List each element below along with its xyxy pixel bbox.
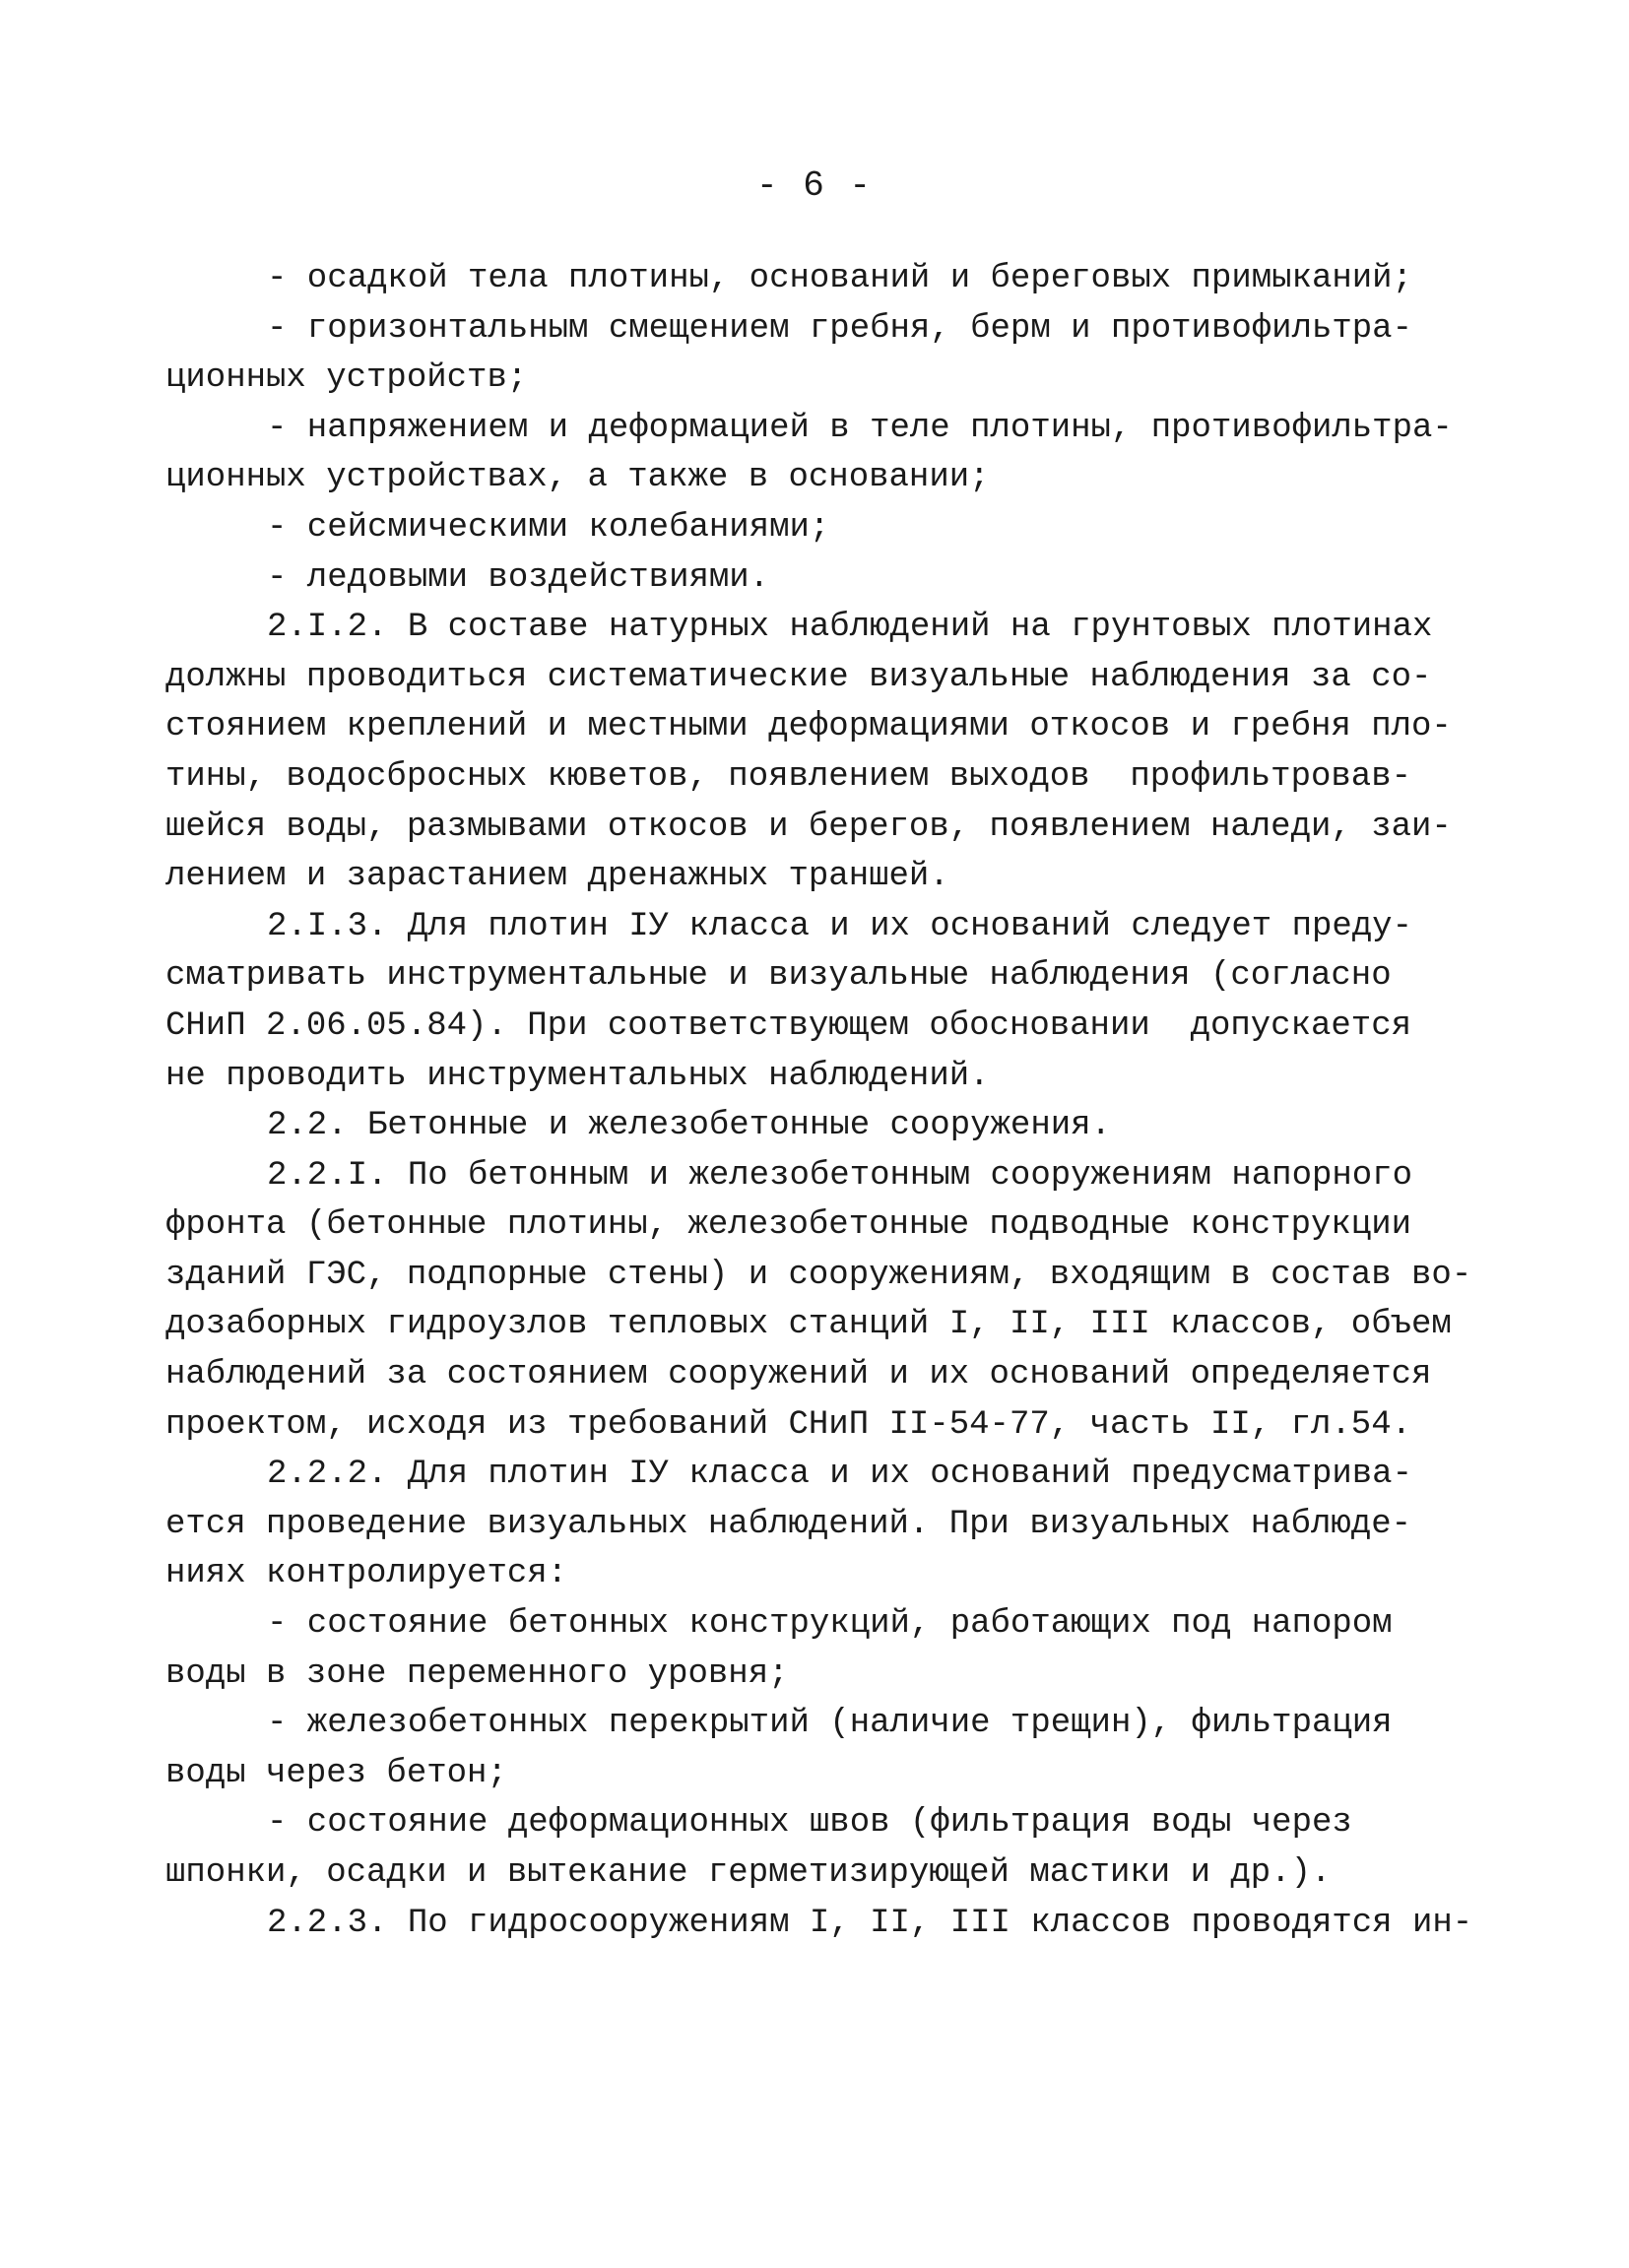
text-line: 2.2.3. По гидросооружениям I, II, III классов проводятся ин-	[267, 1904, 1473, 1942]
text-line: 2.I.2. В составе натурных наблюдений на грунтовых плотинах	[267, 609, 1433, 647]
text-line: шпонки, осадки и вытекание герметизирующей мастики и др.).	[165, 1854, 1332, 1892]
text-line: - ледовыми воздействиями.	[267, 558, 770, 597]
text-line: проектом, исходя из требований СНиП II-54-77, часть II, гл.54.	[165, 1405, 1412, 1444]
text-line: дозаборных гидроузлов тепловых станций I, II, III классов, объем	[165, 1306, 1452, 1344]
text-line: - сейсмическими колебаниями;	[267, 508, 830, 547]
text-line: шейся воды, размывами откосов и берегов, появлением наледи, заи-	[165, 808, 1452, 846]
text-line: - горизонтальным смещением гребня, берм и противофильтра-	[267, 309, 1412, 348]
text-line: - напряжением и деформацией в теле плотины, противофильтра-	[267, 409, 1453, 447]
text-line: 2.2.2. Для плотин IУ класса и их оснований предусматрива-	[267, 1456, 1412, 1494]
text-line: лением и зарастанием дренажных траншей.	[165, 858, 949, 896]
text-line: должны проводиться систематические визуальные наблюдения за со-	[165, 658, 1432, 696]
text-line: воды через бетон;	[165, 1754, 507, 1792]
text-line: фронта (бетонные плотины, железобетонные подводные конструкции	[165, 1206, 1412, 1245]
text-line: наблюдений за состоянием сооружений и их оснований определяется	[165, 1356, 1432, 1394]
text-line: воды в зоне переменного уровня;	[165, 1654, 789, 1693]
text-line: 2.I.3. Для плотин IУ класса и их оснований следует преду-	[267, 907, 1412, 945]
text-line: ционных устройств;	[165, 359, 528, 398]
text-line: - состояние деформационных швов (фильтрация воды через	[267, 1804, 1352, 1843]
text-line: - осадкой тела плотины, оснований и береговых примыканий;	[267, 260, 1412, 297]
text-line: зданий ГЭС, подпорные стены) и сооружениям, входящим в состав во-	[165, 1256, 1472, 1294]
document-body	[165, 254, 1475, 1948]
text-line: стоянием креплений и местными деформациями откосов и гребня пло-	[165, 708, 1452, 746]
text-line: ется проведение визуальных наблюдений. При визуальных наблюде-	[165, 1505, 1412, 1543]
text-line: сматривать инструментальные и визуальные наблюдения (согласно	[165, 957, 1392, 996]
text-line: не проводить инструментальных наблюдений.	[165, 1057, 990, 1095]
text-line: 2.2. Бетонные и железобетонные сооружения.	[267, 1107, 1111, 1145]
text-line: ниях контролируется:	[165, 1555, 568, 1593]
text-line: - железобетонных перекрытий (наличие трещин), фильтрация	[267, 1705, 1393, 1743]
text-line: тины, водосбросных кюветов, появлением выходов профильтровав-	[165, 757, 1412, 796]
text-line: СНиП 2.06.05.84). При соответствующем обосновании допускается	[165, 1006, 1412, 1045]
text-line: - состояние бетонных конструкций, работающих под напором	[267, 1605, 1393, 1644]
text-line: 2.2.I. По бетонным и железобетонным сооружениям напорного	[267, 1156, 1412, 1195]
page-number: - 6 -	[755, 165, 874, 206]
text-line: ционных устройствах, а также в основании;	[165, 459, 990, 497]
